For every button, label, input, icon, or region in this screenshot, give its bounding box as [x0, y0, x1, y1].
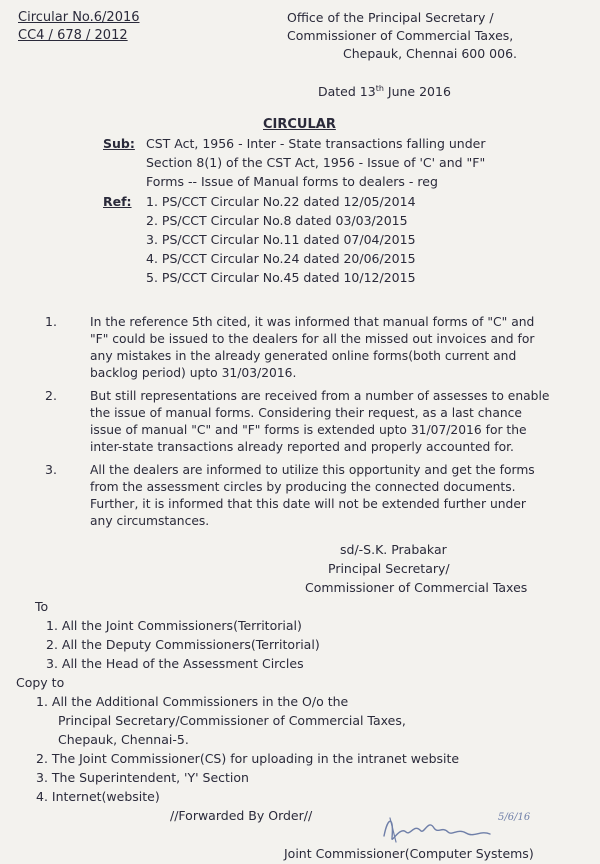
- signature-scribble: [380, 806, 580, 850]
- dated-sup: th: [375, 84, 384, 93]
- circular-number: Circular No.6/2016: [18, 10, 140, 25]
- paragraph-line: from the assessment circles by producing the connected documents.: [90, 480, 516, 494]
- paragraph-3: [90, 462, 578, 530]
- subject-line-2: Section 8(1) of the CST Act, 1956 - Issue of 'C' and "F": [146, 155, 486, 170]
- copy-to-item: Principal Secretary/Commissioner of Commercial Taxes,: [58, 713, 406, 728]
- reference-item: 3. PS/CCT Circular No.11 dated 07/04/2015: [146, 232, 416, 247]
- to-label: To: [35, 599, 49, 614]
- copy-to-item: 3. The Superintendent, 'Y' Section: [36, 770, 249, 785]
- circular-title: CIRCULAR: [263, 117, 336, 132]
- paragraph-1: [90, 314, 578, 382]
- paragraph-line: any circumstances.: [90, 514, 210, 528]
- paragraph-line: the issue of manual forms. Considering their request, as a last chance: [90, 406, 522, 420]
- copy-to-item: 2. The Joint Commissioner(CS) for uploading in the intranet website: [36, 751, 460, 766]
- copy-to-item: 4. Internet(website): [36, 789, 160, 804]
- paragraph-line: Further, it is informed that this date will not be extended further under: [90, 497, 526, 511]
- signatory-name: sd/-S.K. Prabakar: [340, 542, 447, 557]
- copy-to-item: Chepauk, Chennai-5.: [58, 732, 189, 747]
- to-item: 3. All the Head of the Assessment Circles: [46, 656, 304, 671]
- signatory-designation-2: Commissioner of Commercial Taxes: [305, 580, 528, 595]
- signatory-designation-1: Principal Secretary/: [328, 561, 450, 576]
- paragraph-line: issue of manual "C" and "F" forms is extended upto 31/07/2016 for the: [90, 423, 527, 437]
- subject-label: Sub:: [103, 136, 135, 151]
- reference-item: 4. PS/CCT Circular No.24 dated 20/06/2015: [146, 251, 416, 266]
- file-number: CC4 / 678 / 2012: [18, 28, 128, 43]
- paragraph-line: any mistakes in the already generated online forms(both current and: [90, 349, 517, 363]
- reference-item: 2. PS/CCT Circular No.8 dated 03/03/2015: [146, 213, 408, 228]
- office-line-3: Chepauk, Chennai 600 006.: [343, 46, 517, 61]
- paragraph-2: [90, 388, 578, 456]
- copy-to-item: 1. All the Additional Commissioners in the O/o the: [36, 694, 349, 709]
- paragraph-line: backlog period) upto 31/03/2016.: [90, 366, 297, 380]
- footer-designation: Joint Commissioner(Computer Systems): [284, 846, 534, 861]
- handwritten-signature: [380, 806, 580, 850]
- paragraph-line: "F" could be issued to the dealers for all the missed out invoices and for: [90, 332, 535, 346]
- reference-item: 5. PS/CCT Circular No.45 dated 10/12/2015: [146, 270, 416, 285]
- paragraph-number: 2.: [45, 388, 57, 403]
- subject-line-3: Forms -- Issue of Manual forms to dealers - reg: [146, 174, 438, 189]
- office-line-2: Commissioner of Commercial Taxes,: [287, 28, 514, 43]
- forwarded-by-order: //Forwarded By Order//: [170, 808, 313, 823]
- paragraph-line: But still representations are received from a number of assesses to enable: [90, 389, 550, 403]
- copy-to-label: Copy to: [16, 675, 65, 690]
- dated: [318, 84, 451, 99]
- paragraph-line: inter-state transactions already reported and properly accounted for.: [90, 440, 514, 454]
- subject-line-1: CST Act, 1956 - Inter - State transactions falling under: [146, 136, 486, 151]
- paragraph-number: 3.: [45, 462, 57, 477]
- dated-suffix: June 2016: [383, 84, 451, 100]
- signature-date: 5/6/16: [498, 812, 531, 823]
- dated-prefix: Dated 13: [318, 84, 376, 100]
- paragraph-line: All the dealers are informed to utilize this opportunity and get the forms: [90, 463, 535, 477]
- paragraph-number: 1.: [45, 314, 57, 329]
- reference-item: 1. PS/CCT Circular No.22 dated 12/05/2014: [146, 194, 416, 209]
- office-line-1: Office of the Principal Secretary /: [287, 10, 494, 25]
- to-item: 2. All the Deputy Commissioners(Territorial): [46, 637, 320, 652]
- to-item: 1. All the Joint Commissioners(Territorial): [46, 618, 302, 633]
- reference-label: Ref:: [103, 194, 132, 209]
- paragraph-line: In the reference 5th cited, it was informed that manual forms of "C" and: [90, 315, 535, 329]
